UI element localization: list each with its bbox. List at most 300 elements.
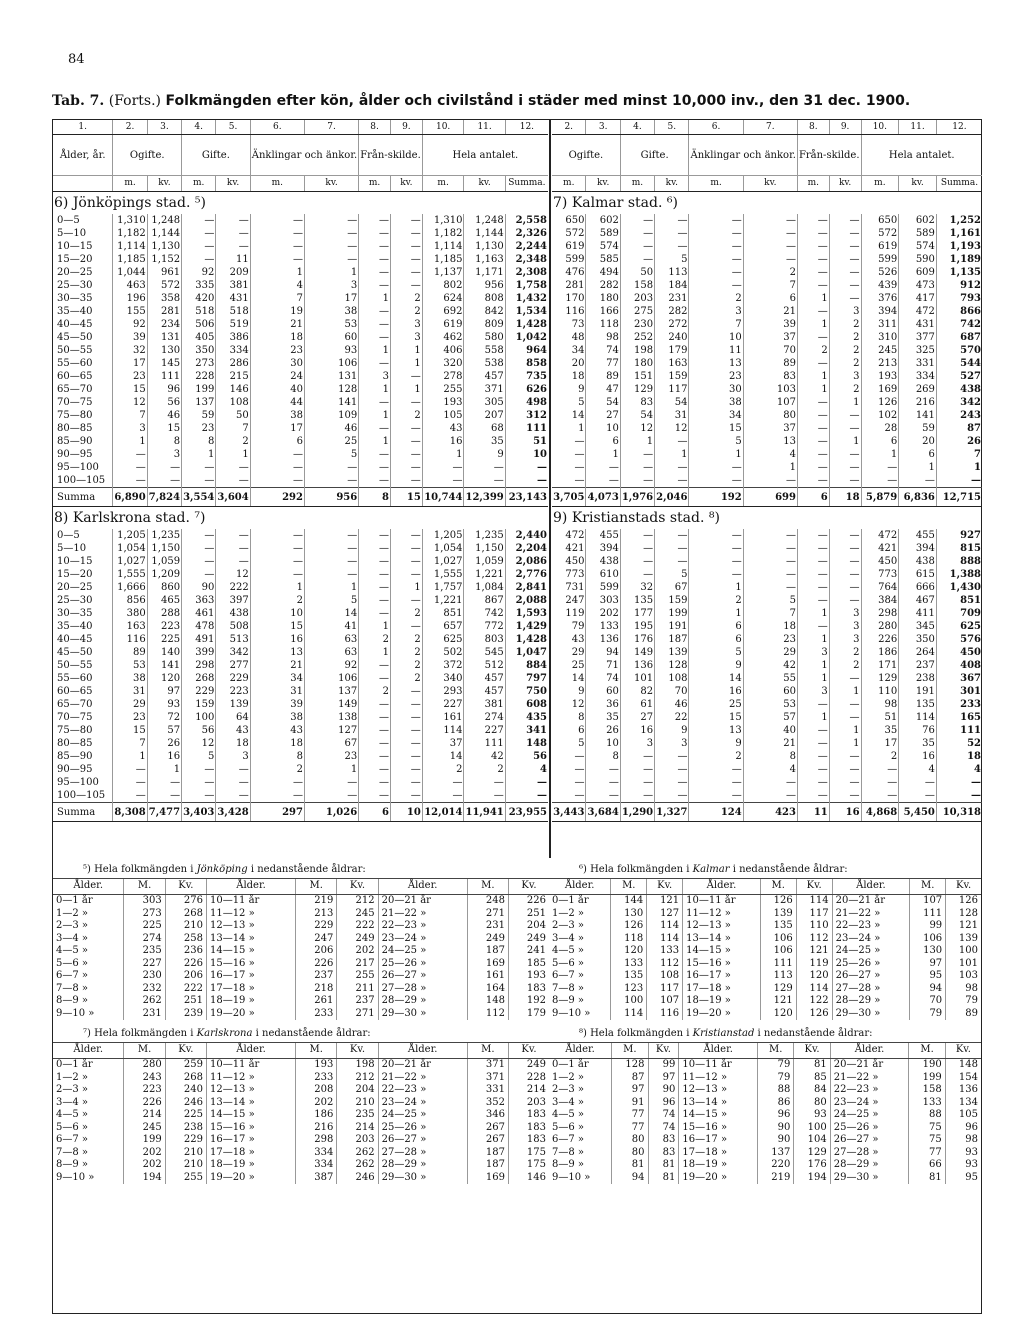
value-cell: —: [216, 776, 250, 789]
continued-label: (Forts.): [108, 93, 162, 109]
value-cell: 56: [147, 396, 181, 409]
value-cell: 177: [620, 607, 654, 620]
value-cell: —: [797, 214, 829, 227]
m-header: M.: [757, 1043, 793, 1059]
value-cell: 43: [571, 634, 585, 645]
footnote-row: [549, 1147, 981, 1160]
value-cell: 802: [422, 279, 464, 292]
table-row: [53, 461, 548, 474]
value-cell: 74: [586, 344, 620, 357]
value-cell: —: [574, 751, 585, 762]
value-cell: 48: [571, 332, 585, 343]
value-cell: 191: [655, 620, 689, 633]
age-cell: 15—16 »: [206, 1122, 295, 1135]
value-cell: —: [147, 461, 181, 474]
age-cell: 8—9 »: [552, 1159, 585, 1170]
value-cell: 204: [337, 1084, 378, 1097]
table-row: [552, 685, 982, 698]
alder-header: Ålder.: [53, 1043, 124, 1059]
footnote-header-row: [549, 1043, 981, 1059]
value-cell: —: [861, 763, 899, 776]
value-cell: 331: [899, 357, 937, 370]
value-cell: 36: [586, 698, 620, 711]
value-cell: 120: [611, 945, 647, 958]
value-cell: 202: [586, 607, 620, 620]
footnote-row: [549, 1072, 981, 1085]
footnote-row: [549, 1159, 981, 1172]
value-cell: —: [586, 763, 620, 776]
age-cell: 0—1 år: [552, 895, 589, 906]
value-cell: —: [620, 448, 654, 461]
value-cell: —: [797, 581, 829, 594]
value-cell: 29: [743, 646, 797, 659]
age-cell: 2—3 »: [552, 920, 585, 931]
value-cell: —: [829, 292, 861, 305]
age-cell: 18—19 »: [206, 995, 295, 1008]
value-cell: 52: [936, 737, 982, 750]
value-cell: 576: [936, 633, 982, 646]
table-row: [552, 383, 982, 396]
value-cell: 148: [467, 995, 508, 1008]
sum-cell: 12,014: [422, 803, 464, 822]
sum-cell: 1,290: [620, 803, 654, 822]
value-cell: 111: [505, 422, 548, 435]
value-cell: 135: [611, 970, 647, 983]
value-cell: 1,150: [464, 542, 505, 555]
value-cell: —: [689, 253, 743, 266]
value-cell: 455: [586, 529, 620, 542]
value-cell: 245: [124, 1122, 165, 1135]
value-cell: 169: [467, 958, 508, 971]
value-cell: 274: [124, 933, 165, 946]
value-cell: —: [829, 776, 861, 789]
value-cell: —: [797, 737, 829, 750]
value-cell: 2,841: [505, 581, 548, 594]
value-cell: 288: [147, 607, 181, 620]
value-cell: 860: [147, 581, 181, 594]
value-cell: 130: [910, 945, 946, 958]
value-cell: —: [620, 789, 654, 803]
column-number: 3.: [147, 120, 181, 135]
age-cell: 26—27 »: [830, 1134, 909, 1147]
value-cell: 187: [467, 1147, 508, 1160]
value-cell: 231: [655, 292, 689, 305]
sum-cell: 192: [689, 488, 743, 507]
footnotes-area: [53, 862, 981, 1184]
value-cell: 194: [124, 1172, 165, 1185]
value-cell: 1,593: [505, 607, 548, 620]
value-cell: 94: [910, 983, 946, 996]
sum-cell: 6,890: [113, 488, 147, 507]
value-cell: 21: [743, 305, 797, 318]
value-cell: 229: [296, 920, 337, 933]
age-cell: 10—15: [57, 241, 93, 252]
value-cell: 225: [147, 633, 181, 646]
value-cell: —: [586, 474, 620, 488]
footnote-row: [53, 1134, 549, 1147]
section-title-row: [552, 507, 982, 530]
value-cell: 545: [464, 646, 505, 659]
value-cell: 13: [743, 435, 797, 448]
value-cell: 228: [508, 1072, 549, 1085]
value-cell: 7: [689, 318, 743, 331]
value-cell: 180: [620, 357, 654, 370]
value-cell: 1,027: [113, 555, 147, 568]
value-cell: 121: [946, 920, 981, 933]
value-cell: 223: [147, 620, 181, 633]
value-cell: 70: [655, 685, 689, 698]
value-cell: 46: [147, 409, 181, 422]
value-cell: —: [574, 449, 585, 460]
value-cell: 99: [648, 1059, 679, 1072]
value-cell: 225: [165, 1109, 206, 1122]
value-cell: —: [829, 474, 861, 488]
footnote-row: [53, 908, 549, 921]
value-cell: 624: [422, 292, 464, 305]
value-cell: —: [689, 227, 743, 240]
column-number: 1.: [53, 120, 113, 135]
value-cell: 18: [250, 737, 304, 750]
value-cell: 387: [296, 1172, 337, 1185]
right-half: [552, 120, 982, 822]
value-cell: 77: [909, 1147, 945, 1160]
value-cell: 7: [250, 292, 304, 305]
value-cell: 267: [467, 1122, 508, 1135]
value-cell: 2,088: [505, 594, 548, 607]
value-cell: —: [390, 737, 422, 750]
value-cell: 235: [124, 945, 165, 958]
value-cell: —: [390, 461, 422, 474]
value-cell: 358: [147, 292, 181, 305]
value-cell: 136: [620, 659, 654, 672]
value-cell: 2: [797, 344, 829, 357]
value-cell: —: [620, 568, 654, 581]
value-cell: 12: [113, 396, 147, 409]
value-cell: 8: [182, 435, 216, 448]
value-cell: 169: [467, 1172, 508, 1185]
value-cell: 1,044: [113, 266, 147, 279]
value-cell: —: [797, 409, 829, 422]
footnote-row: [549, 970, 981, 983]
value-cell: 303: [586, 594, 620, 607]
age-cell: 17—18 »: [683, 983, 761, 996]
value-cell: —: [304, 555, 358, 568]
value-cell: 259: [165, 1059, 206, 1072]
table-row: [552, 292, 982, 305]
age-cell: 85—90: [57, 436, 93, 447]
value-cell: 4: [250, 279, 304, 292]
value-cell: —: [182, 542, 216, 555]
value-cell: 1: [390, 383, 422, 396]
value-cell: 371: [467, 1072, 508, 1085]
age-cell: 10—11 år: [206, 895, 295, 908]
value-cell: 230: [124, 970, 165, 983]
value-cell: 1: [304, 266, 358, 279]
alder-header: Ålder.: [53, 879, 124, 895]
value-cell: 273: [124, 908, 165, 921]
value-cell: 96: [147, 383, 181, 396]
value-cell: —: [620, 474, 654, 488]
value-cell: —: [422, 776, 464, 789]
value-cell: 194: [794, 1172, 830, 1185]
section-title: 8) Karlskrona stad. ⁷): [54, 510, 206, 526]
value-cell: —: [390, 227, 422, 240]
value-cell: 93: [147, 698, 181, 711]
value-cell: 803: [464, 633, 505, 646]
value-cell: 175: [508, 1147, 549, 1160]
value-cell: 431: [216, 292, 250, 305]
value-cell: 1,054: [113, 542, 147, 555]
value-cell: 234: [147, 318, 181, 331]
value-cell: —: [743, 568, 797, 581]
value-cell: 498: [505, 396, 548, 409]
value-cell: 50: [216, 409, 250, 422]
value-cell: 2: [829, 344, 861, 357]
footnote-row: [549, 1122, 981, 1135]
table-row: [53, 750, 548, 763]
value-cell: 282: [655, 305, 689, 318]
footnote-row: [549, 908, 981, 921]
value-cell: 237: [296, 970, 337, 983]
value-cell: 513: [216, 633, 250, 646]
value-cell: —: [861, 776, 899, 789]
age-cell: 2—3 »: [56, 1084, 89, 1095]
age-cell: 22—23 »: [832, 920, 910, 933]
value-cell: 70: [910, 995, 946, 1008]
value-cell: 27: [620, 711, 654, 724]
age-cell: 50—55: [57, 660, 93, 671]
value-cell: —: [250, 789, 304, 803]
value-cell: 237: [899, 659, 937, 672]
value-cell: 16: [620, 724, 654, 737]
value-cell: 79: [946, 995, 981, 1008]
value-cell: —: [743, 789, 797, 803]
table-row: [53, 370, 548, 383]
value-cell: 450: [861, 555, 899, 568]
value-cell: 163: [113, 620, 147, 633]
value-cell: —: [390, 555, 422, 568]
value-cell: 6: [586, 435, 620, 448]
value-cell: 8: [147, 435, 181, 448]
value-cell: —: [620, 253, 654, 266]
center-divider: [549, 120, 551, 858]
value-cell: —: [743, 253, 797, 266]
value-cell: 179: [508, 1008, 549, 1021]
value-cell: 280: [124, 1059, 165, 1072]
value-cell: 20: [571, 358, 585, 369]
value-cell: 2: [250, 594, 304, 607]
value-cell: 1: [797, 607, 829, 620]
column-number: 10.: [422, 120, 464, 135]
value-cell: 1,114: [422, 240, 464, 253]
value-cell: 23: [113, 370, 147, 383]
value-cell: 1: [250, 581, 304, 594]
value-cell: 74: [648, 1109, 679, 1122]
m-header: M.: [296, 1043, 337, 1059]
value-cell: 29: [113, 698, 147, 711]
kv-label: kv.: [829, 176, 861, 192]
value-cell: 240: [165, 1084, 206, 1097]
value-cell: —: [113, 763, 147, 776]
value-cell: 692: [422, 305, 464, 318]
value-cell: 9: [655, 724, 689, 737]
table-row: [53, 383, 548, 396]
value-cell: —: [250, 253, 304, 266]
age-cell: 13—14 »: [679, 1097, 758, 1110]
value-cell: 1,248: [147, 214, 181, 227]
footnote-row: [549, 958, 981, 971]
value-cell: 228: [182, 370, 216, 383]
value-cell: 472: [861, 529, 899, 542]
value-cell: 155: [113, 305, 147, 318]
m-label: m.: [359, 176, 391, 192]
age-cell: 22—23 »: [378, 920, 467, 933]
value-cell: 619: [861, 240, 899, 253]
value-cell: 79: [910, 1008, 946, 1021]
value-cell: —: [464, 474, 505, 488]
value-cell: 18: [743, 620, 797, 633]
value-cell: —: [797, 435, 829, 448]
age-cell: 20—21 år: [378, 895, 467, 908]
table-row: [53, 763, 548, 776]
m-label: m.: [620, 176, 654, 192]
value-cell: 12: [620, 422, 654, 435]
column-number: 11.: [899, 120, 937, 135]
value-cell: —: [655, 240, 689, 253]
value-cell: 126: [611, 920, 647, 933]
value-cell: 25: [571, 660, 585, 671]
age-cell: 26—27 »: [832, 970, 910, 983]
value-cell: 216: [899, 396, 937, 409]
value-cell: 750: [505, 685, 548, 698]
value-cell: 1: [797, 633, 829, 646]
value-cell: 72: [147, 711, 181, 724]
age-cell: 29—30 »: [832, 1008, 910, 1021]
column-number: 9.: [390, 120, 422, 135]
value-cell: —: [359, 555, 391, 568]
section-title-row: [53, 507, 548, 530]
table-row: [53, 214, 548, 227]
value-cell: 35: [464, 435, 505, 448]
column-hela: Hela antalet.: [861, 135, 982, 176]
age-cell: 11—12 »: [206, 908, 295, 921]
value-cell: 1,182: [422, 227, 464, 240]
kv-header: Kv.: [508, 879, 549, 895]
value-cell: 17: [250, 422, 304, 435]
value-cell: 94: [612, 1172, 648, 1185]
value-cell: 129: [861, 672, 899, 685]
value-cell: —: [304, 253, 358, 266]
value-cell: 39: [113, 331, 147, 344]
value-cell: 3: [620, 737, 654, 750]
value-cell: 139: [216, 698, 250, 711]
value-cell: 4: [899, 763, 937, 776]
value-cell: 1: [861, 448, 899, 461]
value-cell: 208: [296, 1084, 337, 1097]
column-gifte: Gifte.: [182, 135, 251, 176]
value-cell: 15: [250, 620, 304, 633]
sum-cell: 6: [797, 488, 829, 507]
value-cell: —: [797, 253, 829, 266]
value-cell: —: [359, 542, 391, 555]
age-cell: 45—50: [57, 647, 93, 658]
value-cell: —: [359, 448, 391, 461]
table-row: [552, 542, 982, 555]
value-cell: 435: [505, 711, 548, 724]
m-label: m.: [113, 176, 147, 192]
footnote-row: [53, 1097, 549, 1110]
value-cell: 169: [861, 383, 899, 396]
value-cell: —: [390, 698, 422, 711]
value-cell: 1,429: [505, 620, 548, 633]
age-cell: 20—21 år: [830, 1059, 909, 1072]
value-cell: 38: [250, 711, 304, 724]
section-title: 9) Kristianstads stad. ⁸): [553, 510, 720, 526]
sum-cell: 4,868: [861, 803, 899, 822]
value-cell: 417: [899, 292, 937, 305]
value-cell: —: [359, 422, 391, 435]
value-cell: —: [797, 474, 829, 488]
value-cell: 248: [467, 895, 508, 908]
value-cell: 193: [296, 1059, 337, 1072]
value-cell: 1,185: [422, 253, 464, 266]
value-cell: 252: [620, 331, 654, 344]
value-cell: 2: [390, 633, 422, 646]
value-cell: 1: [689, 448, 743, 461]
value-cell: 105: [945, 1109, 981, 1122]
value-cell: —: [359, 594, 391, 607]
value-cell: —: [250, 240, 304, 253]
table-row: [53, 594, 548, 607]
value-cell: 114: [611, 1008, 647, 1021]
value-cell: 183: [508, 983, 549, 996]
age-cell: 20—25: [57, 267, 93, 278]
value-cell: 32: [113, 344, 147, 357]
value-cell: —: [359, 581, 391, 594]
value-cell: 2,086: [505, 555, 548, 568]
value-cell: 229: [165, 1134, 206, 1147]
table-row: [552, 711, 982, 724]
value-cell: 13: [689, 724, 743, 737]
sum-cell: 6,836: [899, 488, 937, 507]
kv-header: Kv.: [648, 1043, 679, 1059]
value-cell: —: [359, 672, 391, 685]
value-cell: 6: [861, 435, 899, 448]
value-cell: 34: [250, 672, 304, 685]
value-cell: 394: [586, 542, 620, 555]
value-cell: 371: [467, 1059, 508, 1072]
value-cell: 249: [508, 933, 549, 946]
value-cell: 271: [337, 1008, 378, 1021]
value-cell: 93: [945, 1159, 981, 1172]
value-cell: 113: [655, 266, 689, 279]
value-cell: 3: [359, 370, 391, 383]
footnote-row: [549, 1097, 981, 1110]
value-cell: 335: [182, 279, 216, 292]
value-cell: 18: [216, 737, 250, 750]
value-cell: 80: [612, 1147, 648, 1160]
value-cell: 114: [422, 724, 464, 737]
sum-cell: 7,824: [147, 488, 181, 507]
value-cell: —: [743, 240, 797, 253]
age-cell: 21—22 »: [832, 908, 910, 921]
age-cell: 75—80: [57, 410, 93, 421]
value-cell: 116: [113, 633, 147, 646]
value-cell: —: [620, 227, 654, 240]
m-header: M.: [467, 879, 508, 895]
value-cell: 431: [899, 318, 937, 331]
footnote-header-row: [549, 879, 981, 895]
